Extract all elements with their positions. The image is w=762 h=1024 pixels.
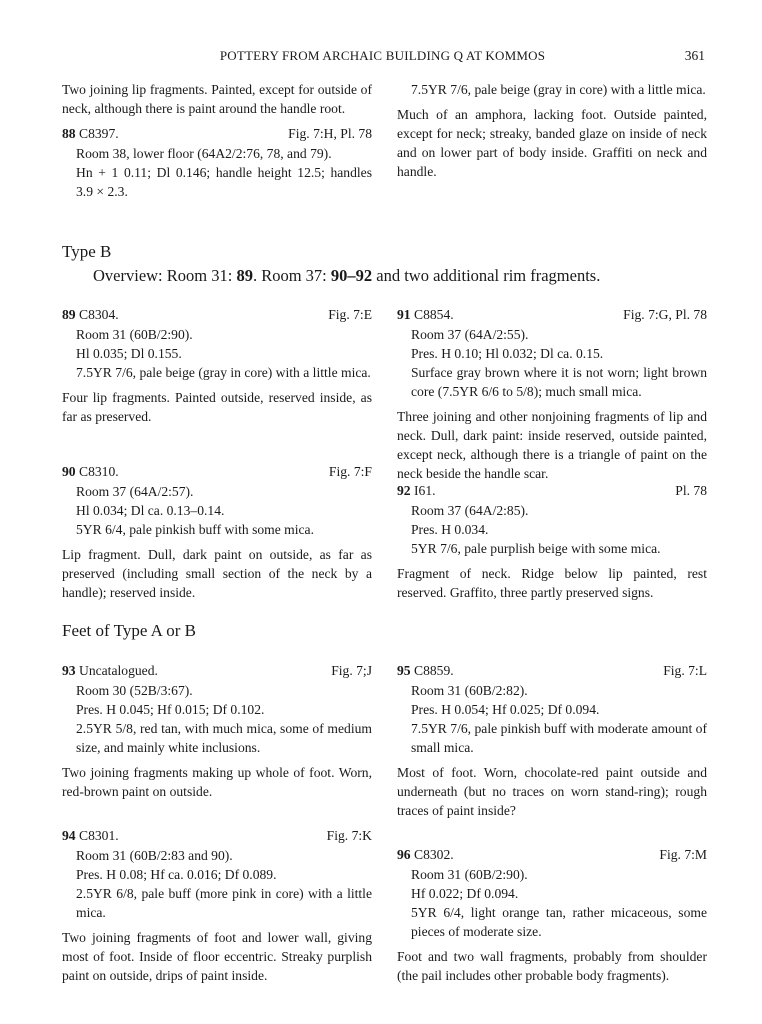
figure-reference: Pl. 78 — [675, 483, 707, 498]
description: Three joining and other nonjoining fragments of lip and neck. Dull, dark paint: inside reserved, outside painted, except neck, although there is a triangle of paint on the neck beside the handle scar. — [397, 409, 707, 481]
entry-88-head — [62, 124, 372, 144]
figure-reference: Fig. 7:M — [659, 847, 707, 862]
fabric: Surface gray brown where it is not worn; light brown core (7.5YR 6/6 to 5/8); much small mica. — [411, 365, 707, 399]
provenance: Room 37 (64A/2:55). — [411, 327, 529, 342]
section-heading-feet: Feet of Type A or B — [62, 621, 197, 640]
entry-93 — [62, 661, 372, 801]
catalog-number: C8854. — [414, 307, 454, 322]
catalog-number: C8397. — [79, 126, 119, 141]
overview-range: 90–92 — [330, 266, 373, 285]
entry-88-details — [76, 144, 372, 201]
page-number: 361 — [684, 48, 705, 63]
entry-92 — [397, 481, 707, 602]
entry-94 — [62, 826, 372, 985]
figure-reference: Fig. 7:E — [328, 307, 372, 322]
entry-96 — [397, 845, 707, 985]
provenance: Room 30 (52B/3:67). — [76, 683, 193, 698]
fabric: 7.5YR 7/6, pale beige (gray in core) with a little mica. — [76, 365, 371, 380]
description: Four lip fragments. Painted outside, reserved inside, as far as preserved. — [62, 390, 372, 424]
dimensions: Pres. H 0.034. — [411, 522, 489, 537]
continued-description: Much of an amphora, lacking foot. Outside painted, except for neck; streaky, banded glaze on inside of neck and on lower part of body inside. Graffiti on neck and handle. — [397, 107, 707, 179]
figure-reference: Fig. 7:L — [663, 663, 707, 678]
figure-reference: Fig. 7:F — [328, 464, 372, 479]
catalog-number: C8304. — [79, 307, 119, 322]
entry-89 — [62, 305, 372, 426]
provenance: Room 37 (64A/2:57). — [76, 484, 194, 499]
catalog-number: C8301. — [79, 828, 119, 843]
description: Two joining fragments making up whole of foot. Worn, red-brown paint on outside. — [62, 765, 372, 799]
entry-91 — [397, 305, 707, 483]
dimensions: Pres. H 0.08; Hf ca. 0.016; Df 0.089. — [76, 867, 277, 882]
figure-reference: Fig. 7:K — [326, 828, 372, 843]
entry-number: 89 — [62, 307, 76, 322]
entry-number: 90 — [62, 464, 76, 479]
entry-number: 92 — [397, 483, 411, 498]
description: Fragment of neck. Ridge below lip painted, rest reserved. Graffito, three partly preserved signs. — [397, 566, 707, 600]
entry-number: 94 — [62, 828, 76, 843]
entry-number: 91 — [397, 307, 411, 322]
entry-number: 88 — [62, 126, 76, 141]
catalog-number: C8310. — [79, 464, 119, 479]
provenance: Room 31 (60B/2:83 and 90). — [76, 848, 233, 863]
fabric-line — [411, 80, 707, 99]
page-header — [60, 46, 705, 66]
fabric: 7.5YR 7/6, pale beige (gray in core) with a little mica. — [411, 82, 706, 97]
figure-reference: Fig. 7;J — [331, 663, 372, 678]
description: Lip fragment. Dull, dark paint on outside, as far as preserved (including small section of the neck by a handle); reserved inside. — [62, 547, 372, 600]
dimensions: Hl 0.035; Dl 0.155. — [76, 346, 182, 361]
description: Foot and two wall fragments, probably from shoulder (the pail includes other probable body fragments). — [397, 949, 707, 983]
catalog-number: C8302. — [414, 847, 454, 862]
figure-reference: Fig. 7:H, Pl. 78 — [288, 126, 372, 141]
entry-90 — [62, 462, 372, 602]
continued-description: Two joining lip fragments. Painted, except for outside of neck, although there is paint around the handle root. — [62, 82, 372, 116]
catalog-number: C8859. — [414, 663, 454, 678]
entry-number: 93 — [62, 663, 76, 678]
top-right-column — [397, 80, 707, 181]
top-left-column — [62, 80, 372, 201]
dimensions: Hl 0.034; Dl ca. 0.13–0.14. — [76, 503, 225, 518]
description: Most of foot. Worn, chocolate-red paint outside and underneath (but no traces on worn stand-ring); rough traces of paint inside? — [397, 765, 707, 818]
figure-reference: Fig. 7:G, Pl. 78 — [623, 307, 707, 322]
fabric: 5YR 7/6, pale purplish beige with some mica. — [411, 541, 661, 556]
provenance: Room 31 (60B/2:90). — [411, 867, 528, 882]
dimensions: Pres. H 0.10; Hl 0.032; Dl ca. 0.15. — [411, 346, 604, 361]
fabric: 5YR 6/4, pale pinkish buff with some mica. — [76, 522, 314, 537]
dimensions: Hn + 1 0.11; Dl 0.146; handle height 12.5; handles 3.9 × 2.3. — [76, 165, 372, 199]
overview-line — [93, 266, 733, 285]
section-heading-type-b: Type B — [62, 242, 112, 261]
overview-mid: . Room 37: — [252, 266, 331, 285]
dimensions: Pres. H 0.045; Hf 0.015; Df 0.102. — [76, 702, 265, 717]
dimensions: Pres. H 0.054; Hf 0.025; Df 0.094. — [411, 702, 600, 717]
provenance: Room 38, lower floor (64A2/2:76, 78, and 79). — [76, 146, 332, 161]
running-title: POTTERY FROM ARCHAIC BUILDING Q AT KOMMOS — [219, 48, 546, 63]
provenance: Room 31 (60B/2:82). — [411, 683, 528, 698]
overview-suffix: and two additional rim fragments. — [372, 266, 601, 285]
fabric: 5YR 6/4, light orange tan, rather micaceous, some pieces of moderate size. — [411, 905, 707, 939]
provenance: Room 31 (60B/2:90). — [76, 327, 193, 342]
fabric: 2.5YR 6/8, pale buff (more pink in core) with a little mica. — [76, 886, 372, 920]
catalog-number: I61. — [414, 483, 436, 498]
entry-number: 95 — [397, 663, 411, 678]
fabric: 7.5YR 7/6, pale pinkish buff with moderate amount of small mica. — [411, 721, 707, 755]
entry-95 — [397, 661, 707, 820]
catalog-number: Uncatalogued. — [79, 663, 158, 678]
provenance: Room 37 (64A/2:85). — [411, 503, 529, 518]
entry-number: 96 — [397, 847, 411, 862]
description: Two joining fragments of foot and lower wall, giving most of foot. Inside of floor eccentric. Streaky purplish paint on outside, drips of paint inside. — [62, 930, 372, 983]
fabric: 2.5YR 5/8, red tan, with much mica, some of medium size, and mainly white inclusions. — [76, 721, 372, 755]
overview-prefix: Overview: Room 31: — [93, 266, 237, 285]
overview-number: 89 — [236, 266, 253, 285]
dimensions: Hf 0.022; Df 0.094. — [411, 886, 519, 901]
